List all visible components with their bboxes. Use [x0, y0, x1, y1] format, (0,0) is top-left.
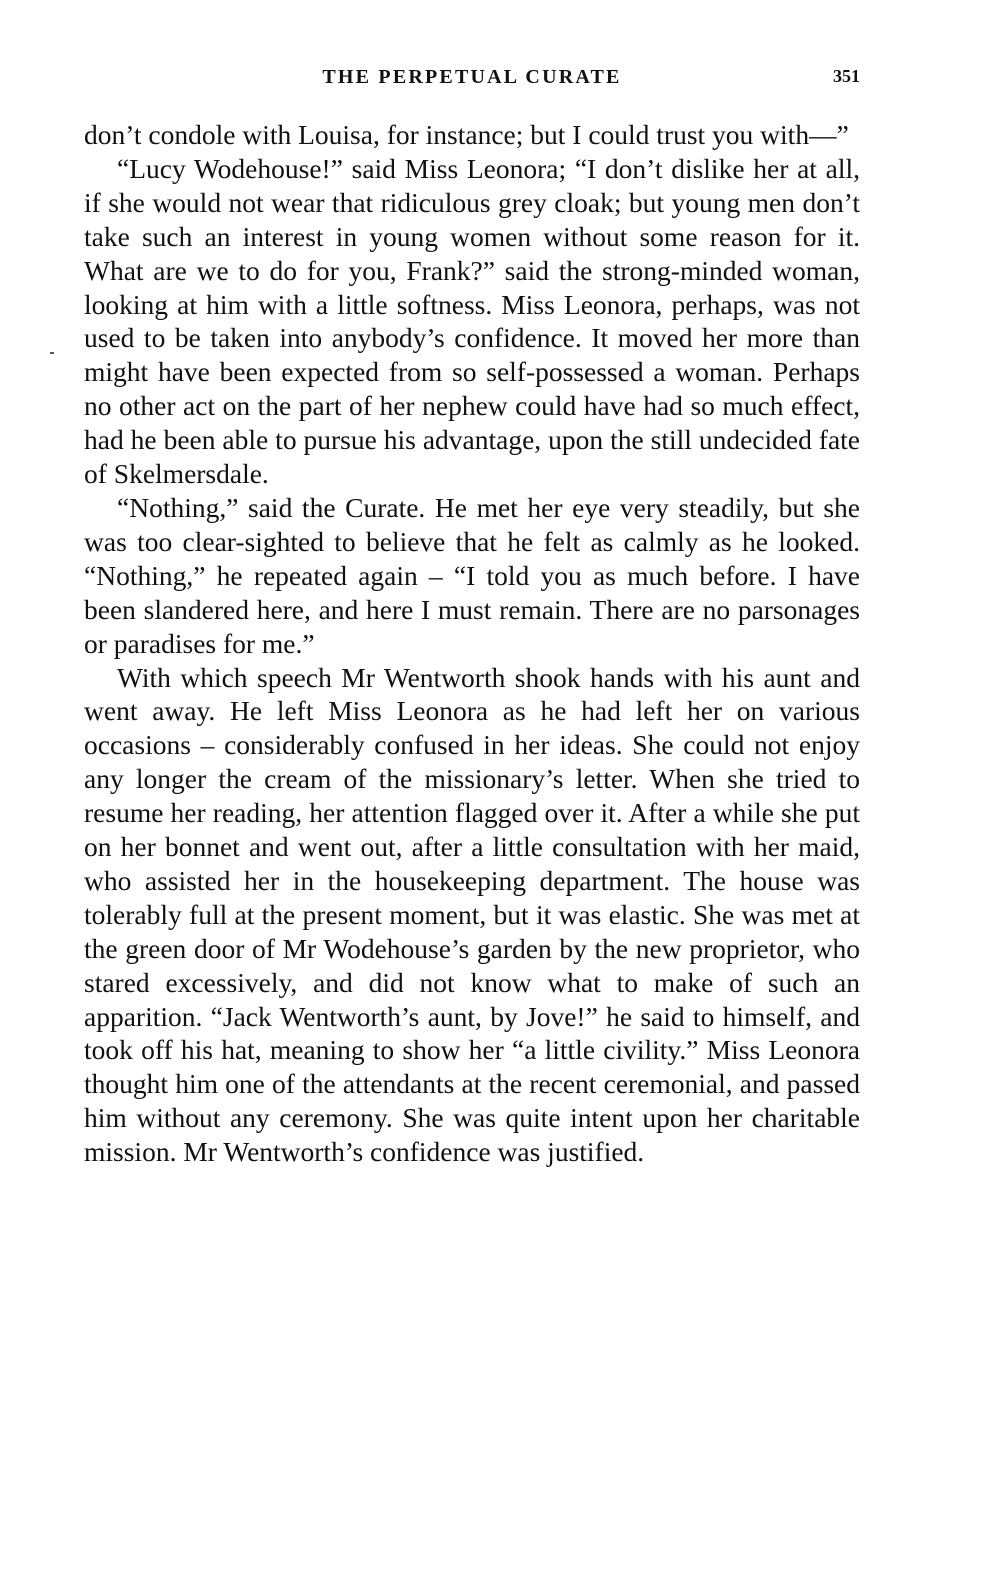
body-text [84, 118, 860, 1169]
running-header [84, 66, 860, 106]
margin-mark [50, 352, 54, 354]
paragraph-continued: don’t condole with Louisa, for instance; but I could trust you with—” [84, 119, 849, 150]
page-number: 351 [833, 66, 860, 86]
paragraph: “Lucy Wodehouse!” said Miss Leonora; “I don’t dislike her at all, if she would not wear that ridiculous grey cloak; but young men don’t take such an interest in young women without some reason for it. What are we to do for you, Frank?” said the strong-minded woman, looking at him with a little softness. Miss Leonora, perhaps, was not used to be taken into anybody’s confidence. It moved her more than might have been expected from so self-possessed a woman. Perhaps no other act on the part of her nephew could have had so much effect, had he been able to pursue his advantage, upon the still undecided fate of Skelmersdale. [84, 152, 860, 490]
running-title: THE PERPETUAL CURATE [322, 66, 622, 88]
paragraph: “Nothing,” said the Curate. He met her eye very steadily, but she was too clear-sighted to believe that he felt as calmly as he looked. “Nothing,” he repeated again – “I told you as much before. I have been slandered here, and here I must remain. There are no parsonages or paradises for me.” [84, 491, 860, 659]
paragraph: With which speech Mr Wentworth shook hands with his aunt and went away. He left Miss Leonora as he had left her on various occasions – considerably confused in her ideas. She could not enjoy any longer the cream of the missionary’s letter. When she tried to resume her reading, her attention flagged over it. After a while she put on her bonnet and went out, after a little consultation with her maid, who assisted her in the housekeeping department. The house was tolerably full at the present moment, but it was elastic. She was met at the green door of Mr Wodehouse’s garden by the new proprietor, who stared excessively, and did not know what to make of such an apparition. “Jack Wentworth’s aunt, by Jove!” he said to himself, and took off his hat, meaning to show her “a little civility.” Miss Leonora thought him one of the attendants at the recent ceremonial, and passed him without any ceremony. She was quite intent upon her charitable mission. Mr Wentworth’s confidence was justified. [84, 661, 860, 1168]
book-page [84, 66, 860, 1169]
